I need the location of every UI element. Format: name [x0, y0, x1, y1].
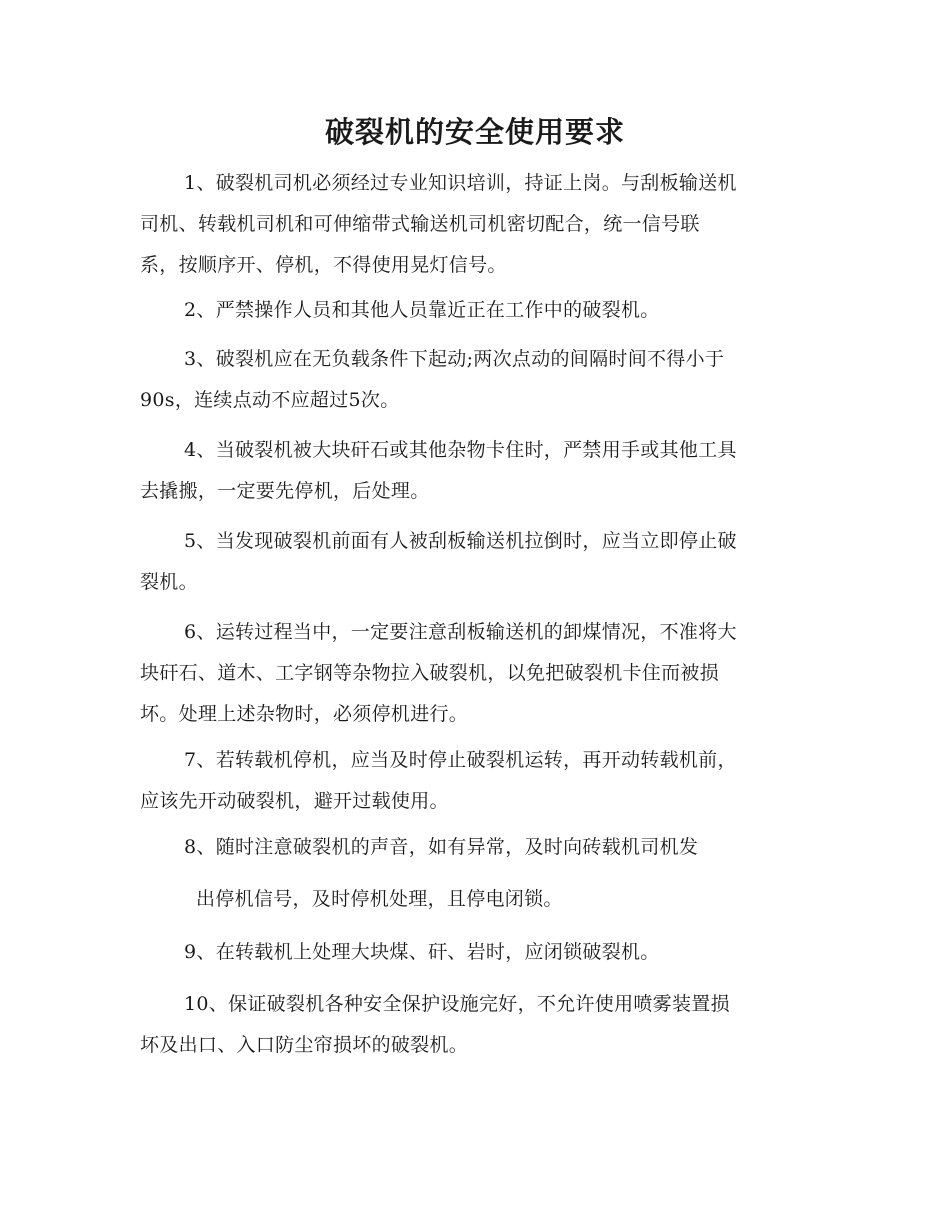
paragraph-line: 2、严禁操作人员和其他人员靠近正在工作中的破裂机。 — [184, 299, 660, 321]
paragraph-9 — [140, 932, 820, 973]
paragraph-line: 4、当破裂机被大块矸石或其他杂物卡住时，严禁用手或其他工具 — [184, 439, 737, 461]
paragraph-line: 5、当发现破裂机前面有人被刮板输送机拉倒时，应当立即停止破 — [184, 530, 737, 552]
paragraph-line: 出停机信号，及时停机处理，且停电闭锁。 — [196, 888, 563, 910]
paragraph-line: 块矸石、道木、工字钢等杂物拉入破裂机，以免把破裂机卡住而被损 — [140, 662, 720, 684]
paragraph-line: 8、随时注意破裂机的声音，如有异常，及时向砖载机司机发 — [184, 836, 699, 858]
paragraph-8-continuation — [140, 879, 820, 920]
paragraph-4 — [140, 430, 820, 512]
paragraph-line: 坏及出口、入口防尘帘损坏的破裂机。 — [140, 1034, 469, 1056]
paragraph-line: 去撬搬，一定要先停机，后处理。 — [140, 480, 430, 502]
paragraph-line: 坏。处理上述杂物时，必须停机进行。 — [140, 703, 469, 725]
paragraph-1 — [140, 163, 820, 286]
document-title: 破裂机的安全使用要求 — [324, 115, 625, 149]
paragraph-line: 90s，连续点动不应超过5次。 — [140, 389, 400, 411]
paragraph-line: 7、若转载机停机，应当及时停止破裂机运转，再开动转载机前， — [184, 749, 737, 771]
paragraph-line: 1、破裂机司机必须经过专业知识培训，持证上岗。与刮板输送机 — [184, 172, 737, 194]
paragraph-line: 3、破裂机应在无负载条件下起动;两次点动的间隔时间不得小于 — [184, 348, 725, 370]
paragraph-6 — [140, 612, 820, 735]
paragraph-7 — [140, 740, 820, 822]
paragraph-line: 裂机。 — [140, 571, 198, 593]
paragraph-line: 应该先开动破裂机，避开过载使用。 — [140, 790, 449, 812]
paragraph-line: 系，按顺序开、停机，不得使用晃灯信号。 — [140, 254, 507, 276]
paragraph-line: 9、在转载机上处理大块煤、矸、岩时，应闭锁破裂机。 — [184, 941, 660, 963]
paragraph-line: 10、保证破裂机各种安全保护设施完好，不允许使用喷雾装置损 — [184, 993, 730, 1015]
paragraph-8 — [140, 827, 820, 868]
paragraph-10 — [140, 984, 820, 1066]
paragraph-5 — [140, 521, 820, 603]
paragraph-line: 司机、转载机司机和可伸缩带式输送机司机密切配合，统一信号联 — [140, 213, 700, 235]
paragraph-3 — [140, 339, 820, 421]
paragraph-2 — [140, 290, 820, 331]
paragraph-line: 6、运转过程当中，一定要注意刮板输送机的卸煤情况，不准将大 — [184, 621, 737, 643]
